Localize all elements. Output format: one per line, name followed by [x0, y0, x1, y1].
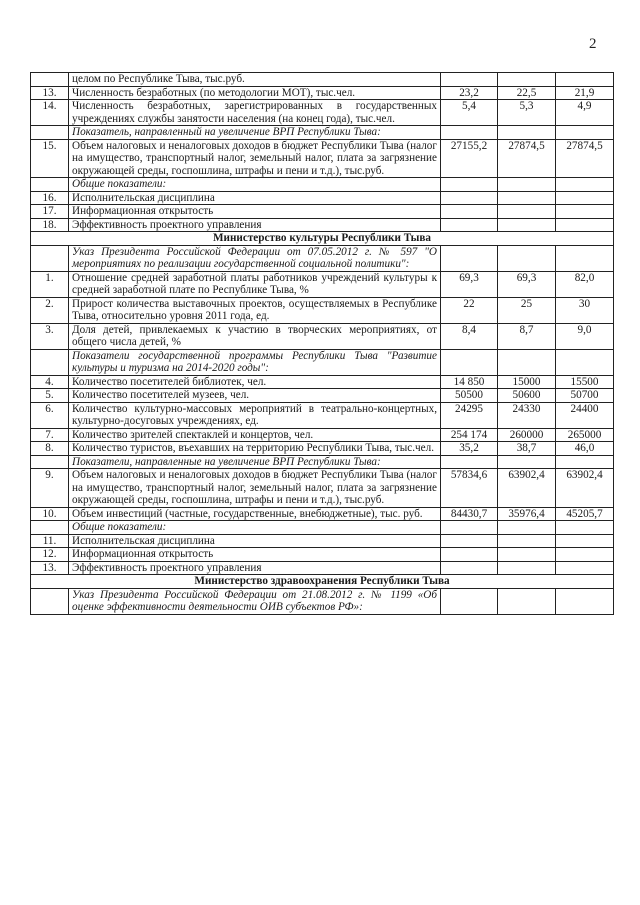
row-number: 4.: [31, 375, 69, 389]
table-row: [31, 534, 614, 548]
value-col-3: [556, 73, 614, 87]
value-col-2: [498, 205, 556, 219]
value-col-3: 45205,7: [556, 507, 614, 521]
value-col-1: 50500: [441, 389, 498, 403]
row-number: 2.: [31, 297, 69, 323]
value-col-3: [556, 455, 614, 469]
row-number: 15.: [31, 139, 69, 178]
value-col-2: 25: [498, 297, 556, 323]
subheading: Показатели, направленные на увеличение ВРП Республики Тыва:: [69, 455, 441, 469]
value-col-1: [441, 191, 498, 205]
value-col-2: [498, 245, 556, 271]
table-row: [31, 428, 614, 442]
value-col-3: 21,9: [556, 86, 614, 100]
table-row: [31, 548, 614, 562]
value-col-1: 27155,2: [441, 139, 498, 178]
table-row: [31, 588, 614, 614]
row-number: 13.: [31, 561, 69, 575]
table-row: [31, 191, 614, 205]
indicator-name: Доля детей, привлекаемых к участию в творческих мероприятиях, от общего числа детей, %: [69, 323, 441, 349]
value-col-2: 5,3: [498, 100, 556, 126]
row-number: [31, 245, 69, 271]
value-col-2: 260000: [498, 428, 556, 442]
table-row: [31, 349, 614, 375]
value-col-3: 15500: [556, 375, 614, 389]
row-number: [31, 455, 69, 469]
table-row: [31, 389, 614, 403]
value-col-2: [498, 349, 556, 375]
value-col-3: [556, 245, 614, 271]
indicators-table: [30, 72, 614, 615]
value-col-1: [441, 349, 498, 375]
value-col-3: [556, 126, 614, 140]
indicator-name: Количество посетителей библиотек, чел.: [69, 375, 441, 389]
row-number: 9.: [31, 469, 69, 508]
value-col-3: 24400: [556, 402, 614, 428]
table-row: [31, 86, 614, 100]
indicator-name: Информационная открытость: [69, 205, 441, 219]
row-number: 13.: [31, 86, 69, 100]
table-row: [31, 455, 614, 469]
value-col-1: 57834,6: [441, 469, 498, 508]
value-col-1: 8,4: [441, 323, 498, 349]
value-col-3: 265000: [556, 428, 614, 442]
value-col-3: [556, 588, 614, 614]
indicator-name: Количество культурно-массовых мероприятий в театрально-концертных, культурно-досуговых учреждениях, ед.: [69, 402, 441, 428]
indicator-name: Прирост количества выставочных проектов, осуществляемых в Республике Тыва, относительно уровня 2011 года, ед.: [69, 297, 441, 323]
indicator-name: Численность безработных (по методологии МОТ), тыс.чел.: [69, 86, 441, 100]
table-row: [31, 561, 614, 575]
subheading: Указ Президента Российской Федерации от 21.08.2012 г. № 1199 «Об оценке эффективности деятельности ОИВ субъектов РФ»:: [69, 588, 441, 614]
value-col-2: [498, 455, 556, 469]
value-col-1: 84430,7: [441, 507, 498, 521]
value-col-3: [556, 561, 614, 575]
indicator-name: Количество туристов, въехавших на территорию Республики Тыва, тыс.чел.: [69, 442, 441, 456]
value-col-3: [556, 191, 614, 205]
subheading: Указ Президента Российской Федерации от 07.05.2012 г. № 597 "О мероприятиях по реализации государственной социальной политики":: [69, 245, 441, 271]
table-row: [31, 126, 614, 140]
table-row: [31, 139, 614, 178]
value-col-1: [441, 218, 498, 232]
page-number: 2: [589, 36, 597, 52]
row-number: 3.: [31, 323, 69, 349]
indicator-name: Объем налоговых и неналоговых доходов в бюджет Республики Тыва (налог на имущество, транспортный налог, земельный налог, плата за загрязнение окружающей среды, госпошлина, штрафы и пени и т.д.), тыс.руб.: [69, 139, 441, 178]
value-col-1: [441, 205, 498, 219]
value-col-2: 22,5: [498, 86, 556, 100]
indicator-name: Количество зрителей спектаклей и концертов, чел.: [69, 428, 441, 442]
value-col-3: 9,0: [556, 323, 614, 349]
value-col-1: 24295: [441, 402, 498, 428]
value-col-1: 14 850: [441, 375, 498, 389]
table-row: [31, 271, 614, 297]
value-col-2: [498, 191, 556, 205]
row-number: 18.: [31, 218, 69, 232]
table-row: [31, 232, 614, 246]
value-col-2: 38,7: [498, 442, 556, 456]
value-col-3: 63902,4: [556, 469, 614, 508]
value-col-2: [498, 218, 556, 232]
value-col-1: [441, 548, 498, 562]
indicator-name: Объем налоговых и неналоговых доходов в бюджет Республики Тыва (налог на имущество, транспортный налог, земельный налог, плата за загрязнение окружающей среды, госпошлина, штрафы и пени и т.д.), тыс.руб.: [69, 469, 441, 508]
value-col-3: 82,0: [556, 271, 614, 297]
indicator-name: Отношение средней заработной платы работников учреждений культуры к средней заработной плате по Республике Тыва, %: [69, 271, 441, 297]
section-heading: Министерство здравоохранения Республики Тыва: [31, 575, 614, 589]
value-col-1: 5,4: [441, 100, 498, 126]
value-col-2: [498, 561, 556, 575]
value-col-1: 254 174: [441, 428, 498, 442]
row-number: 8.: [31, 442, 69, 456]
value-col-1: [441, 534, 498, 548]
value-col-2: 35976,4: [498, 507, 556, 521]
table-row: [31, 297, 614, 323]
row-number: [31, 349, 69, 375]
row-number: [31, 588, 69, 614]
table-row: [31, 178, 614, 192]
row-number: [31, 126, 69, 140]
section-heading: Министерство культуры Республики Тыва: [31, 232, 614, 246]
subheading: Общие показатели:: [69, 178, 441, 192]
value-col-2: [498, 534, 556, 548]
row-number: 7.: [31, 428, 69, 442]
row-number: 16.: [31, 191, 69, 205]
value-col-1: 22: [441, 297, 498, 323]
table-row: [31, 402, 614, 428]
table-row: [31, 100, 614, 126]
indicator-name: Информационная открытость: [69, 548, 441, 562]
value-col-2: [498, 548, 556, 562]
value-col-3: 50700: [556, 389, 614, 403]
value-col-1: [441, 245, 498, 271]
indicator-name: Количество посетителей музеев, чел.: [69, 389, 441, 403]
table-row: [31, 205, 614, 219]
value-col-1: 23,2: [441, 86, 498, 100]
row-number: 1.: [31, 271, 69, 297]
value-col-3: 30: [556, 297, 614, 323]
row-number: 12.: [31, 548, 69, 562]
value-col-1: [441, 178, 498, 192]
table-row: [31, 469, 614, 508]
value-col-2: [498, 73, 556, 87]
value-col-1: [441, 561, 498, 575]
table-row: [31, 323, 614, 349]
value-col-1: 69,3: [441, 271, 498, 297]
table-row: [31, 442, 614, 456]
table-row: [31, 507, 614, 521]
row-number: 17.: [31, 205, 69, 219]
value-col-2: [498, 588, 556, 614]
indicator-name: Эффективность проектного управления: [69, 561, 441, 575]
value-col-2: 24330: [498, 402, 556, 428]
row-number: [31, 73, 69, 87]
value-col-2: 50600: [498, 389, 556, 403]
value-col-2: [498, 126, 556, 140]
indicator-name: Численность безработных, зарегистрированных в государственных учреждениях службы занятости населения (на конец года), тыс.чел.: [69, 100, 441, 126]
value-col-1: 35,2: [441, 442, 498, 456]
value-col-2: 15000: [498, 375, 556, 389]
table-row: [31, 575, 614, 589]
indicator-name: Исполнительская дисциплина: [69, 534, 441, 548]
table-row: [31, 218, 614, 232]
table-row: [31, 245, 614, 271]
value-col-2: [498, 521, 556, 535]
value-col-3: 4,9: [556, 100, 614, 126]
value-col-3: [556, 548, 614, 562]
value-col-1: [441, 588, 498, 614]
value-col-3: [556, 178, 614, 192]
row-number: 14.: [31, 100, 69, 126]
indicator-name: Эффективность проектного управления: [69, 218, 441, 232]
value-col-3: [556, 205, 614, 219]
indicator-name: Исполнительская дисциплина: [69, 191, 441, 205]
value-col-3: [556, 521, 614, 535]
value-col-1: [441, 521, 498, 535]
value-col-3: 46,0: [556, 442, 614, 456]
value-col-3: 27874,5: [556, 139, 614, 178]
value-col-1: [441, 73, 498, 87]
table-row: [31, 73, 614, 87]
table-row: [31, 375, 614, 389]
value-col-3: [556, 349, 614, 375]
value-col-3: [556, 534, 614, 548]
row-number: 11.: [31, 534, 69, 548]
value-col-1: [441, 455, 498, 469]
indicator-name: Объем инвестиций (частные, государственные, внебюджетные), тыс. руб.: [69, 507, 441, 521]
value-col-2: 69,3: [498, 271, 556, 297]
row-number: [31, 178, 69, 192]
indicator-name: целом по Республике Тыва, тыс.руб.: [69, 73, 441, 87]
row-number: [31, 521, 69, 535]
value-col-3: [556, 218, 614, 232]
subheading: Общие показатели:: [69, 521, 441, 535]
subheading: Показатель, направленный на увеличение ВРП Республики Тыва:: [69, 126, 441, 140]
row-number: 6.: [31, 402, 69, 428]
subheading: Показатели государственной программы Республики Тыва "Развитие культуры и туризма на 2014-2020 годы":: [69, 349, 441, 375]
row-number: 10.: [31, 507, 69, 521]
value-col-2: 63902,4: [498, 469, 556, 508]
value-col-2: 27874,5: [498, 139, 556, 178]
value-col-2: 8,7: [498, 323, 556, 349]
value-col-2: [498, 178, 556, 192]
row-number: 5.: [31, 389, 69, 403]
table-row: [31, 521, 614, 535]
value-col-1: [441, 126, 498, 140]
